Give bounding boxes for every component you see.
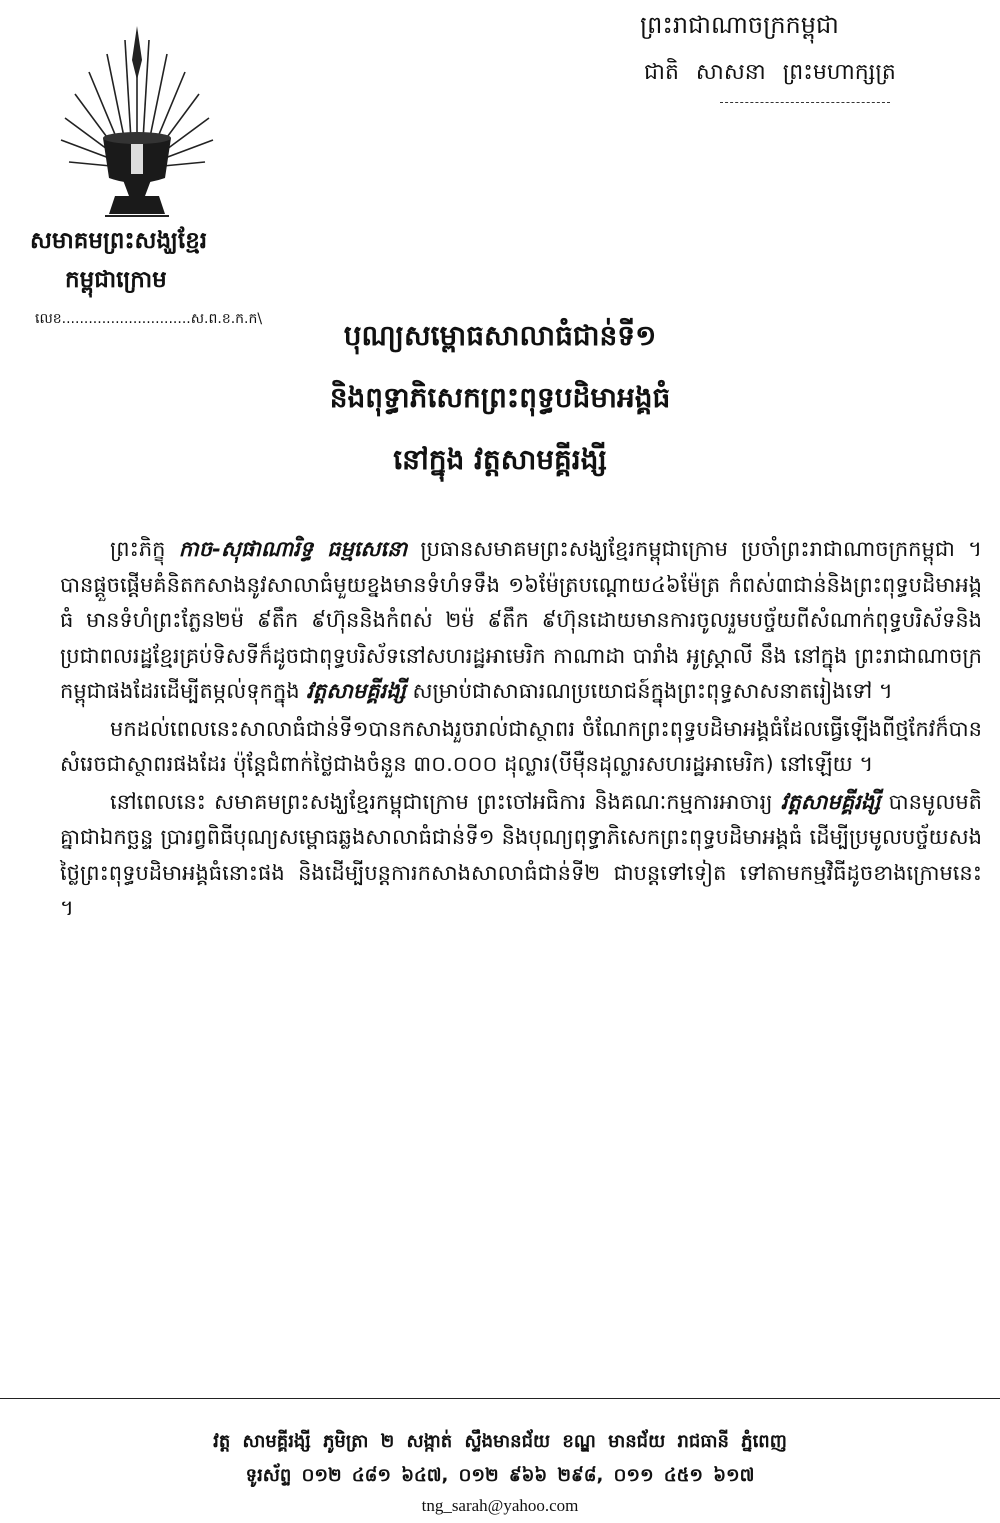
- association-name-block: [30, 225, 270, 297]
- p3-text-a: នៅពេលនេះ សមាគមព្រះសង្ឃខ្មែរកម្ពុជាក្រោម ព្រះចៅអធិការ និងគណៈកម្មការអាចារ្យ: [110, 789, 781, 814]
- footer-email: tng_sarah@yahoo.com: [421, 1496, 579, 1515]
- footer-address: វត្ត សាមគ្គីរង្សី ភូមិត្រា ២ សង្កាត់ ស្ទឹងមានជ័យ ខណ្ឌ មានជ័យ រាជធានី ភ្នំពេញ: [213, 1431, 787, 1452]
- kingdom-motto: ជាតិ សាសនា ព្រះមហាក្សត្រ: [644, 60, 896, 85]
- paragraph-2: មកដល់ពេលនេះសាលាធំជាន់ទី១បានកសាងរួចរាល់ជាស្ថាពរ ចំណែកព្រះពុទ្ធបដិមាអង្គធំដែលធ្វើឡើងពីថ្មកែវក៏បានសំរេចជាស្ថាពរផងដែរ ប៉ុន្តែជំពាក់ថ្លៃជាងចំនួន ៣០.០០០ ដុល្លារ(បីម៉ឺនដុល្លារសហរដ្ឋអាមេរិក) នៅឡើយ ។: [60, 716, 982, 776]
- p3-text-b: បានមូលមតិគ្នាជាឯកច្ឆន្ទ ប្រារព្វពិធីបុណ្យសម្ពោធឆ្លងសាលាធំជាន់ទី១ និងបុណ្យពុទ្ធាភិសេកព្រះពុទ្ធបដិមាអង្គធំ ដើម្បីប្រមូលបច្ច័យសងថ្លៃព្រះពុទ្ធបដិមាអង្គធំនោះផង និងដើម្បីបន្តការកសាងសាលាធំជាន់ទី២ ជាបន្តទៅទៀត ទៅតាមកម្មវិធីដូចខាងក្រោមនេះ ។: [60, 789, 982, 920]
- p1-text-a: ព្រះភិក្ខុ: [110, 537, 179, 561]
- wat-name: វត្តសាមគ្គីរង្សី: [780, 789, 881, 814]
- association-name: សមាគមព្រះសង្ឃខ្មែរ: [30, 228, 208, 254]
- header-divider: [720, 102, 890, 103]
- wat-name: វត្តសាមគ្គីរង្សី: [306, 679, 406, 703]
- title-line-1: បុណ្យសម្ពោធសាលាធំជាន់ទី១: [343, 319, 657, 352]
- document-titles: [250, 305, 750, 491]
- footer-divider: [0, 1398, 1000, 1399]
- kingdom-title: ព្រះរាជាណាចក្រកម្ពុជា: [640, 11, 839, 39]
- association-subname: កម្ពុជាក្រោម: [65, 267, 167, 293]
- paragraph-3: [60, 785, 982, 927]
- title-line-2: និងពុទ្ធាភិសេកព្រះពុទ្ធបដិមាអង្គធំ: [329, 381, 671, 414]
- monk-name: កាច-សុផាណារិទ្ធ ធម្មសេនោ: [178, 537, 408, 561]
- reference-number: លេខ.............................ស.ព.ខ.ក.ក\: [35, 311, 263, 327]
- association-emblem-logo: [45, 20, 230, 220]
- footer: [150, 1425, 850, 1519]
- kingdom-header: [640, 8, 940, 103]
- p1-text-c: សម្រាប់ជាសាធារណប្រយោជន៍ក្នុងព្រះពុទ្ធសាសនាតរៀងទៅ ។: [405, 679, 893, 703]
- footer-phone: ទូរស័ព្ទ ០១២ ៤៨១ ៦៤៧, ០១២ ៩៦៦ ២៩៨, ០១១ ៤៥១ ៦១៧: [245, 1465, 755, 1486]
- document-body: [60, 532, 982, 927]
- paragraph-1: [60, 532, 982, 710]
- p1-text-b: ប្រធានសមាគមព្រះសង្ឃខ្មែរកម្ពុជាក្រោម ប្រចាំព្រះរាជាណាចក្រកម្ពុជា ។ បានផ្តួចផ្តើមគំនិតកសាងនូវសាលាធំមួយខ្នងមានទំហំទទឹង ១៦ម៉ែត្របណ្តោយ៤៦ម៉ែត្រ កំពស់៣ជាន់និងព្រះពុទ្ធបដិមាអង្គធំ មានទំហំព្រះភ្លែន២ម៉ ៩តឹក ៩ហ៊ុននិងកំពស់ ២ម៉ ៩តឹក ៩ហ៊ុនដោយមានការចូលរួមបច្ច័យពីសំណាក់ពុទ្ធបរិស័ទនិងប្រជាពលរដ្ឋខ្មែរគ្រប់ទិសទីក៏ដូចជាពុទ្ធបរិស័ទនៅសហរដ្ឋអាមេរិក កាណាដា បារាំង អូស្ត្រាលី នឹង នៅក្នុង ព្រះរាជាណាចក្រកម្ពុជាផងដែរដើម្បីតម្កល់ទុកក្នុង: [60, 537, 982, 703]
- title-line-3: នៅក្នុង វត្តសាមគ្គីរង្សី: [393, 443, 607, 476]
